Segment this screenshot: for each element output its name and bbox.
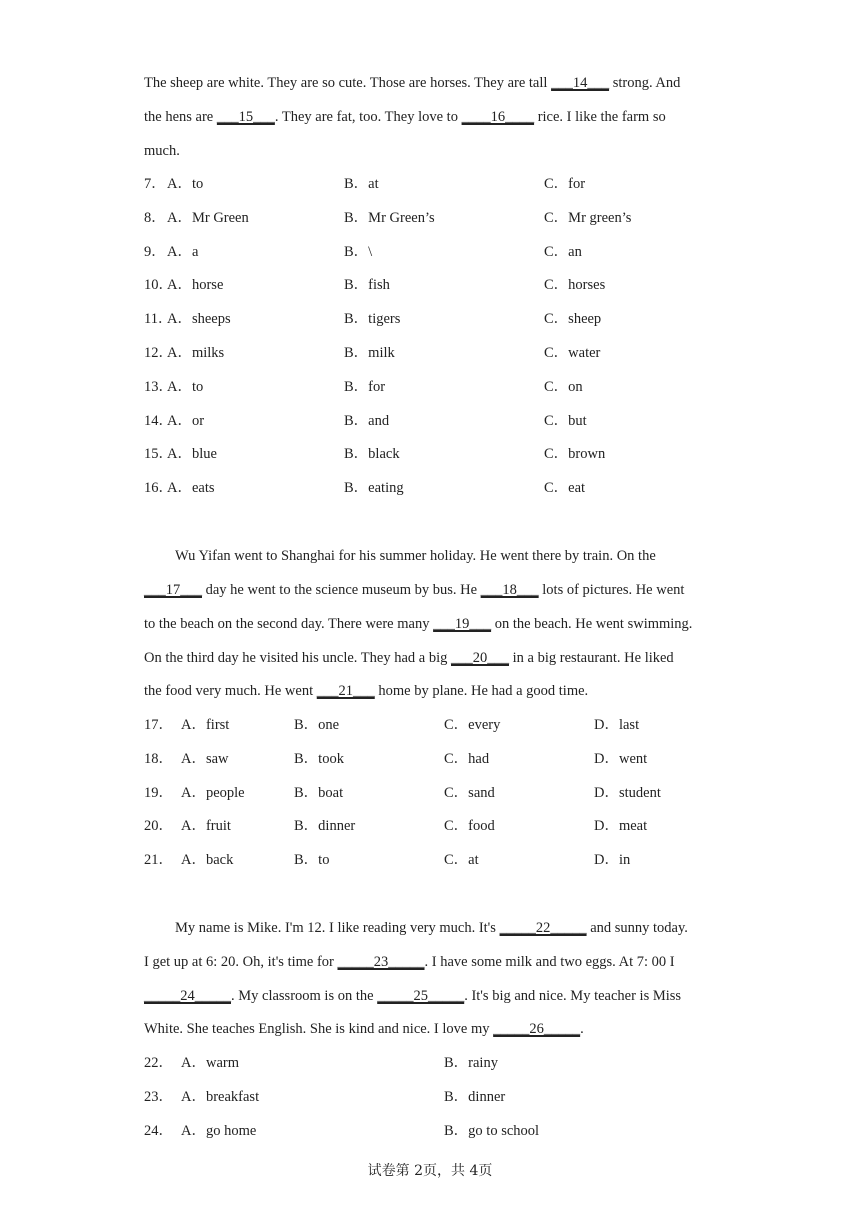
option-a: A．a [167, 243, 199, 260]
question-number: 8． [144, 209, 166, 226]
question-row [144, 1053, 764, 1073]
option-a: A．to [167, 378, 204, 395]
question-number: 20． [144, 818, 173, 835]
text: day he went to the science museum by bus. He [202, 582, 481, 598]
option-b: B．eating [344, 480, 404, 497]
blank-17: ___17___ [144, 582, 202, 598]
question-row [144, 411, 764, 431]
question-row [144, 444, 764, 464]
option-b: B．took [294, 750, 344, 767]
option-a: A．blue [167, 446, 217, 463]
blank-20: ___20___ [451, 650, 509, 666]
option-b: B．boat [294, 784, 344, 801]
passage2-line4 [144, 648, 744, 668]
option-b: B．at [344, 176, 379, 192]
question-number: 12． [144, 345, 173, 361]
question-row [144, 850, 764, 870]
question-row [144, 242, 764, 262]
question-row [144, 208, 764, 228]
passage3-line3 [144, 986, 744, 1006]
text: White. She teaches English. She is kind and nice. I love my [144, 1021, 494, 1037]
option-a: A．people [181, 784, 245, 801]
option-a: A．fruit [181, 818, 231, 835]
question-row [144, 377, 764, 397]
option-c: C．but [544, 412, 587, 429]
option-d: D．last [594, 717, 640, 733]
text: in a big restaurant. He liked [509, 650, 674, 666]
option-c: C．food [444, 818, 495, 835]
option-c: C．Mr green’s [544, 209, 632, 226]
text: the food very much. He went [144, 683, 317, 699]
blank-23: _____23_____ [337, 954, 425, 970]
question-row [144, 343, 764, 363]
option-c: C．on [544, 378, 583, 395]
blank-19: ___19___ [433, 616, 492, 632]
option-b: B．dinner [444, 1088, 506, 1105]
text: On the third day he visited his uncle. They had a big [144, 650, 451, 666]
passage3-line1 [175, 918, 775, 938]
text: . I have some milk and two eggs. At 7: 00 I [424, 954, 675, 970]
text: lots of pictures. He went [538, 582, 685, 598]
text: the hens are [144, 109, 217, 125]
blank-25: _____25_____ [377, 988, 465, 1004]
blank-24: _____24_____ [144, 988, 231, 1004]
option-b: B．fish [344, 277, 390, 294]
option-c: C．water [544, 345, 601, 361]
question-number: 17． [144, 717, 173, 733]
passage1-line3: much. [144, 143, 180, 159]
text: to the beach on the second day. There were many [144, 616, 434, 632]
passage2-line1: Wu Yifan went to Shanghai for his summer holiday. He went there by train. On the [175, 548, 656, 564]
question-row [144, 749, 764, 769]
question-row [144, 275, 764, 295]
option-c: C．for [544, 176, 586, 192]
text: strong. And [609, 75, 681, 91]
option-a: A．sheeps [167, 311, 231, 328]
question-number: 16． [144, 480, 173, 497]
option-d: D．meat [594, 818, 648, 835]
blank-16: ____16____ [461, 109, 535, 125]
option-b: B．go to school [444, 1122, 540, 1139]
option-c: C．brown [544, 446, 606, 463]
blank-14: ___14___ [551, 75, 610, 91]
option-b: B．to [294, 852, 330, 869]
question-number: 21． [144, 852, 173, 869]
option-b: B．one [294, 717, 340, 733]
option-a: A．back [181, 852, 234, 869]
option-b: B．milk [344, 345, 395, 361]
text: . It's big and nice. My teacher is Miss [464, 988, 682, 1004]
option-c: C．at [444, 852, 479, 869]
text: . My classroom is on the [231, 988, 378, 1004]
text: on the beach. He went swimming. [491, 616, 693, 632]
question-number: 23． [144, 1088, 173, 1105]
option-c: C．an [544, 243, 582, 260]
option-c: C．sheep [544, 311, 602, 328]
text: I get up at 6: 20. Oh, it's time for [144, 954, 338, 970]
option-a: A．or [167, 412, 205, 429]
text: . They are fat, too. They love to [274, 109, 462, 125]
question-number: 24． [144, 1122, 173, 1139]
option-b: B．Mr Green’s [344, 209, 435, 226]
option-a: A．warm [181, 1055, 239, 1071]
question-row [144, 478, 764, 498]
passage2-line3 [144, 614, 744, 634]
option-b: B．rainy [444, 1055, 498, 1071]
text: rice. I like the farm so [534, 109, 666, 125]
option-a: A．Mr Green [167, 209, 249, 226]
passage3-line4 [144, 1019, 744, 1039]
option-a: A．go home [181, 1122, 257, 1139]
option-b: B．for [344, 378, 386, 395]
question-number: 22． [144, 1055, 173, 1071]
blank-26: _____26_____ [493, 1021, 581, 1037]
question-row [144, 1121, 764, 1141]
option-a: A．milks [167, 345, 225, 361]
question-row [144, 816, 764, 836]
option-b: B．black [344, 446, 400, 463]
question-number: 7． [144, 176, 166, 192]
option-a: A．saw [181, 750, 229, 767]
blank-15: ___15___ [216, 109, 275, 125]
passage2-line5 [144, 681, 744, 701]
question-number: 11． [144, 311, 173, 328]
blank-22: _____22_____ [499, 920, 587, 936]
question-row [144, 1087, 764, 1107]
question-number: 14． [144, 412, 173, 429]
page-footer: 试卷第 2页，共 4页 [367, 1163, 493, 1179]
option-b: B．and [344, 412, 390, 429]
question-number: 15． [144, 446, 173, 463]
blank-18: ___18___ [480, 582, 539, 598]
option-a: A．eats [167, 480, 215, 497]
option-a: A．to [167, 176, 204, 192]
passage2-line2 [144, 580, 744, 600]
question-row [144, 174, 764, 194]
blank-21: ___21___ [316, 683, 375, 699]
option-d: D．in [594, 852, 631, 869]
text: My name is Mike. I'm 12. I like reading very much. It's [175, 920, 500, 936]
question-row [144, 309, 764, 329]
question-row [144, 783, 764, 803]
text: . [580, 1021, 584, 1037]
option-a: A．horse [167, 277, 224, 294]
text: home by plane. He had a good time. [374, 683, 589, 699]
option-b: B．tigers [344, 311, 401, 328]
question-number: 18． [144, 750, 173, 767]
option-a: A．first [181, 717, 230, 733]
option-d: D．student [594, 784, 661, 801]
option-c: C．had [444, 750, 490, 767]
passage1-line1 [144, 73, 744, 93]
question-number: 10． [144, 277, 173, 294]
option-c: C．horses [544, 277, 606, 294]
option-a: A．breakfast [181, 1088, 260, 1105]
option-c: C．eat [544, 480, 586, 497]
passage1-line2 [144, 107, 744, 127]
text: The sheep are white. They are so cute. Those are horses. They are tall [144, 75, 552, 91]
passage3-line2 [144, 952, 744, 972]
question-number: 9． [144, 243, 166, 260]
option-c: C．every [444, 717, 501, 733]
option-b: B．\ [344, 243, 373, 260]
option-b: B．dinner [294, 818, 356, 835]
option-d: D．went [594, 750, 648, 767]
question-number: 13． [144, 378, 173, 395]
question-number: 19． [144, 784, 173, 801]
question-row [144, 715, 764, 735]
option-c: C．sand [444, 784, 495, 801]
text: and sunny today. [586, 920, 688, 936]
